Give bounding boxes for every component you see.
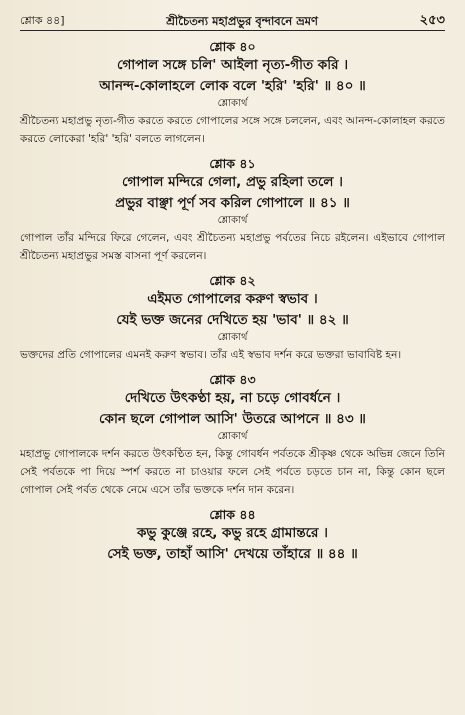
translation-heading: শ্লোকার্থ bbox=[217, 431, 248, 442]
verse-line: দেখিতে উৎকণ্ঠা হয়, না চড়ে গোবর্ধনে । bbox=[124, 390, 341, 406]
header-verse-ref: শ্লোক ৪৪] bbox=[20, 14, 65, 27]
translation-heading: শ্লোকার্থ bbox=[217, 215, 248, 226]
translation-heading: শ্লোকার্থ bbox=[217, 98, 248, 109]
verse-line: আনন্দ-কোলাহলে লোক বলে 'হরি' 'হরি' ॥ ৪০ ॥ bbox=[99, 78, 366, 94]
translation-text: মহাপ্রভু গোপালকে দর্শন করতে উৎকণ্ঠিত হন, কিন্তু গোবর্ধন পর্বতকে শ্রীকৃষ্ণ থেকে অভিন্ন জেনে তিনি সেই পর্বতকে পা দিয়ে স্পর্শ করতে না চাওয়ার ফলে সেই পর্বতে চড়তে চান না, কিন্তু কোন ছলে গোপাল সেই পর্বত থেকে নেমে এসে তাঁর ভক্তকে দর্শন দান করেন। bbox=[20, 448, 445, 496]
verse-heading: শ্লোক ৪৪ bbox=[209, 507, 256, 522]
verse-line: গোপাল মন্দিরে গেলা, প্রভু রহিলা তলে । bbox=[122, 174, 343, 190]
header-chapter-title: শ্রীচৈতন্য মহাপ্রভুর বৃন্দাবনে ভ্রমণ bbox=[166, 14, 318, 28]
verse-line: এইমত গোপালের করুণ স্বভাব । bbox=[147, 291, 318, 307]
verse-block-43 bbox=[20, 372, 445, 499]
verse-heading: শ্লোক ৪২ bbox=[209, 273, 256, 288]
running-header bbox=[20, 6, 445, 31]
translation-text: গোপাল তাঁর মন্দিরে ফিরে গেলেন, এবং শ্রীচৈতন্য মহাপ্রভু পর্বতের নিচে রইলেন। এইভাবে গোপাল শ্রীচৈতন্য মহাপ্রভুর সমস্ত বাসনা পূর্ণ করলেন। bbox=[20, 232, 445, 262]
verse-heading: শ্লোক ৪১ bbox=[209, 156, 256, 171]
verse-block-44 bbox=[20, 507, 445, 565]
verse-line: গোপাল সঙ্গে চলি' আইলা নৃত্য-গীত করি । bbox=[116, 57, 349, 73]
verse-heading: শ্লোক ৪৩ bbox=[209, 372, 256, 387]
verse-line: সেই ভক্ত, তাহাঁ আসি' দেখয়ে তাঁহারে ॥ ৪৪ ॥ bbox=[107, 546, 358, 562]
translation-text: শ্রীচৈতন্য মহাপ্রভু নৃত্য-গীত করতে করতে গোপালের সঙ্গে সঙ্গে চললেন, এবং আনন্দ-কোলাহল করতে করতে লোকেরা 'হরি' 'হরি' বলতে লাগলেন। bbox=[20, 115, 445, 145]
verse-line: যেই ভক্ত জনের দেখিতে হয় 'ভাব' ॥ ৪২ ॥ bbox=[116, 312, 349, 328]
verse-heading: শ্লোক ৪০ bbox=[209, 39, 256, 54]
verse-line: কোন ছলে গোপাল আসি' উতরে আপনে ॥ ৪৩ ॥ bbox=[99, 411, 366, 427]
translation-text: ভক্তদের প্রতি গোপালের এমনই করুণ স্বভাব। তাঁর এই স্বভাব দর্শন করে ভক্তরা ভাবাবিষ্ট হন। bbox=[20, 349, 402, 361]
page-number: ২৫৩ bbox=[419, 13, 445, 28]
verse-line: প্রভুর বাঞ্ছা পূর্ণ সব করিল গোপালে ॥ ৪১ ॥ bbox=[115, 195, 350, 211]
verse-block-42 bbox=[20, 273, 445, 364]
verse-block-41 bbox=[20, 156, 445, 265]
translation-heading: শ্লোকার্থ bbox=[217, 332, 248, 343]
verse-block-40 bbox=[20, 39, 445, 148]
verse-line: কভু কুঞ্জে রহে, কভু রহে গ্রামান্তরে । bbox=[136, 525, 329, 541]
